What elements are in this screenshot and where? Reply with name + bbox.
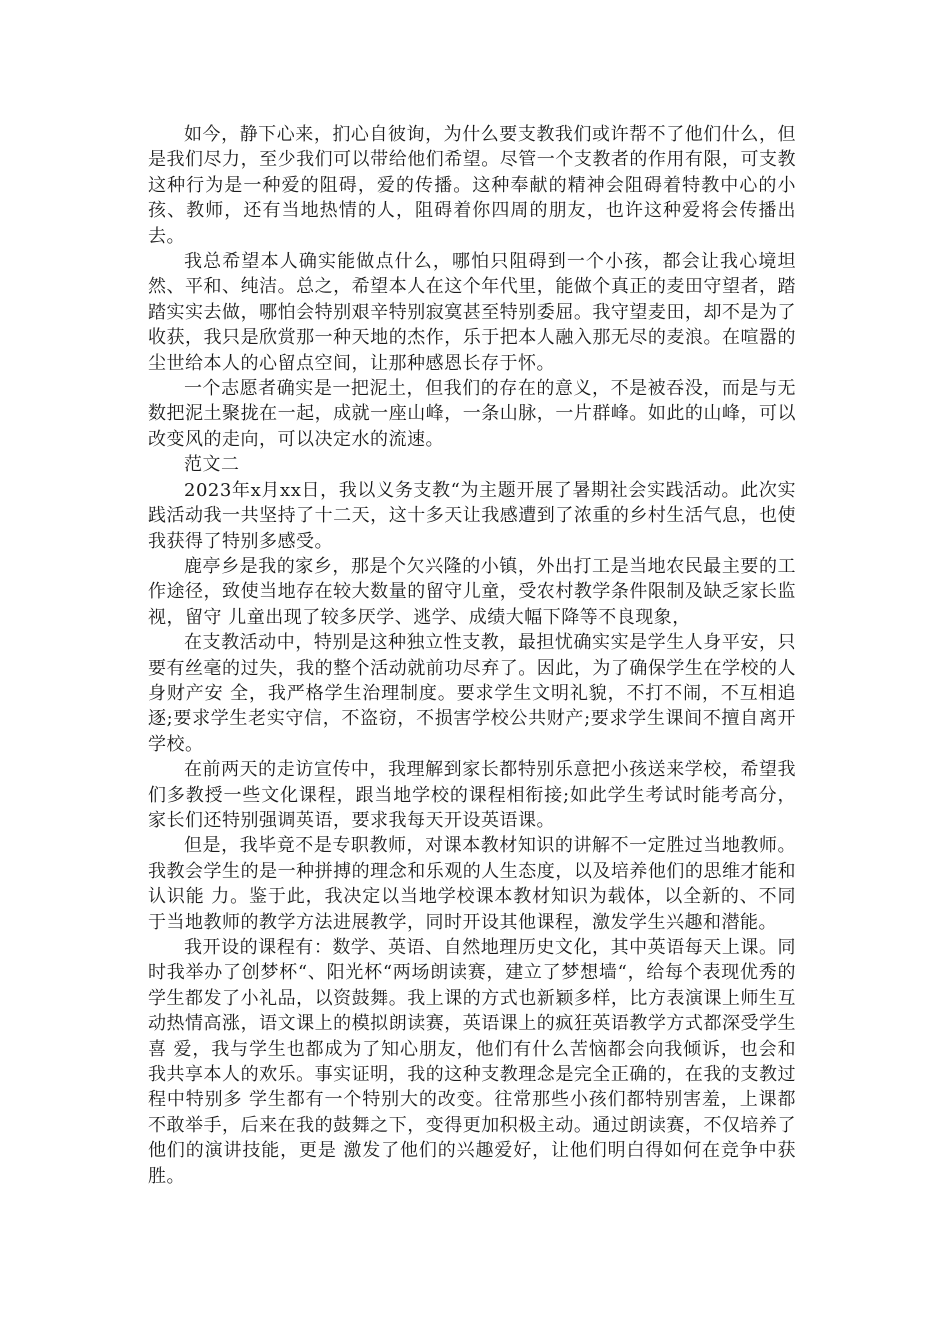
- paragraph: 2023年x月xx日，我以义务支教“为主题开展了暑期社会实践活动。此次实践活动我一共坚持了十二天，这十多天让我感遭到了浓重的乡村生活气息，也使我获得了特别多感受。: [148, 479, 796, 552]
- paragraph: 在前两天的走访宣传中，我理解到家长都特别乐意把小孩送来学校，希望我们多教授一些文化课程，跟当地学校的课程相衔接;如此学生考试时能考高分，家长们还特别强调英语，要求我每天开设英语课。: [148, 759, 796, 831]
- paragraph: 鹿亭乡是我的家乡，那是个欠兴隆的小镇，外出打工是当地农民最主要的工作途径，致使当地存在较大数量的留守儿童，受农村教学条件限制及缺乏家长监视，留守 儿童出现了较多厌学、逃学、成绩大幅下降等不良现象，: [148, 555, 796, 628]
- paragraph: 如今，静下心来，扪心自彼询，为什么要支教我们或许帮不了他们什么，但是我们尽力，至少我们可以带给他们希望。尽管一个支教者的作用有限，可支教这种行为是一种爱的阻碍，爱的传播。这种奉献的精神会阻碍着特教中心的小孩、教师，还有当地热情的人，阻碍着你四周的朋友，也许这种爱将会传播出去。: [148, 124, 796, 247]
- paragraph: 在支教活动中，特别是这种独立性支教，最担忧确实实是学生人身平安，只要有丝毫的过失，我的整个活动就前功尽弃了。因此，为了确保学生在学校的人身财产安 全，我严格学生治理制度。要求学生文明礼貌，不打不闹，不互相追逐;要求学生老实守信，不盗窃，不损害学校公共财产;要求学生课间不擅自离开学校。: [148, 632, 796, 755]
- document-body: [148, 122, 796, 1189]
- section-heading: 范文二: [184, 454, 240, 476]
- paragraph: 但是，我毕竟不是专职教师，对课本教材知识的讲解不一定胜过当地教师。我教会学生的是一种拼搏的理念和乐观的人生态度，以及培养他们的思维才能和认识能 力。鉴于此，我决定以当地学校课本教材知识为载体，以全新的、不同于当地教师的教学方法进展教学，同时开设其他课程，激发学生兴趣和潜能。: [148, 835, 796, 933]
- paragraph: 一个志愿者确实是一把泥土，但我们的存在的意义，不是被吞没，而是与无数把泥土聚拢在一起，成就一座山峰，一条山脉，一片群峰。如此的山峰，可以改变风的走向，可以决定水的流速。: [148, 378, 796, 450]
- paragraph: 我开设的课程有：数学、英语、自然地理历史文化，其中英语每天上课。同时我举办了创梦杯“、阳光杯“两场朗读赛，建立了梦想墙“，给每个表现优秀的 学生都发了小礼品，以资鼓舞。我上课的方式也新颖多样，比方表演课上师生互动热情高涨，语文课上的模拟朗读赛，英语课上的疯狂英语教学方式都深受学生喜 爱，我与学生也都成为了知心朋友，他们有什么苦恼都会向我倾诉，也会和我共享本人的欢乐。事实证明，我的这种支教理念是完全正确的，在我的支教过程中特别多 学生都有一个特别大的改变。往常那些小孩们都特别害羞，上课都不敢举手，后来在我的鼓舞之下，变得更加积极主动。通过朗读赛，不仅培养了他们的演讲技能，更是 激发了他们的兴趣爱好，让他们明白得如何在竞争中获胜。: [148, 937, 796, 1187]
- paragraph: 我总希望本人确实能做点什么，哪怕只阻碍到一个小孩，都会让我心境坦然、平和、纯洁。总之，希望本人在这个年代里，能做个真正的麦田守望者，踏踏实实去做，哪怕会特别艰辛特别寂寞甚至特别委屈。我守望麦田，却不是为了收获，我只是欣赏那一种天地的杰作，乐于把本人融入那无尽的麦浪。在喧嚣的尘世给本人的心留点空间，让那种感恩长存于怀。: [148, 251, 796, 374]
